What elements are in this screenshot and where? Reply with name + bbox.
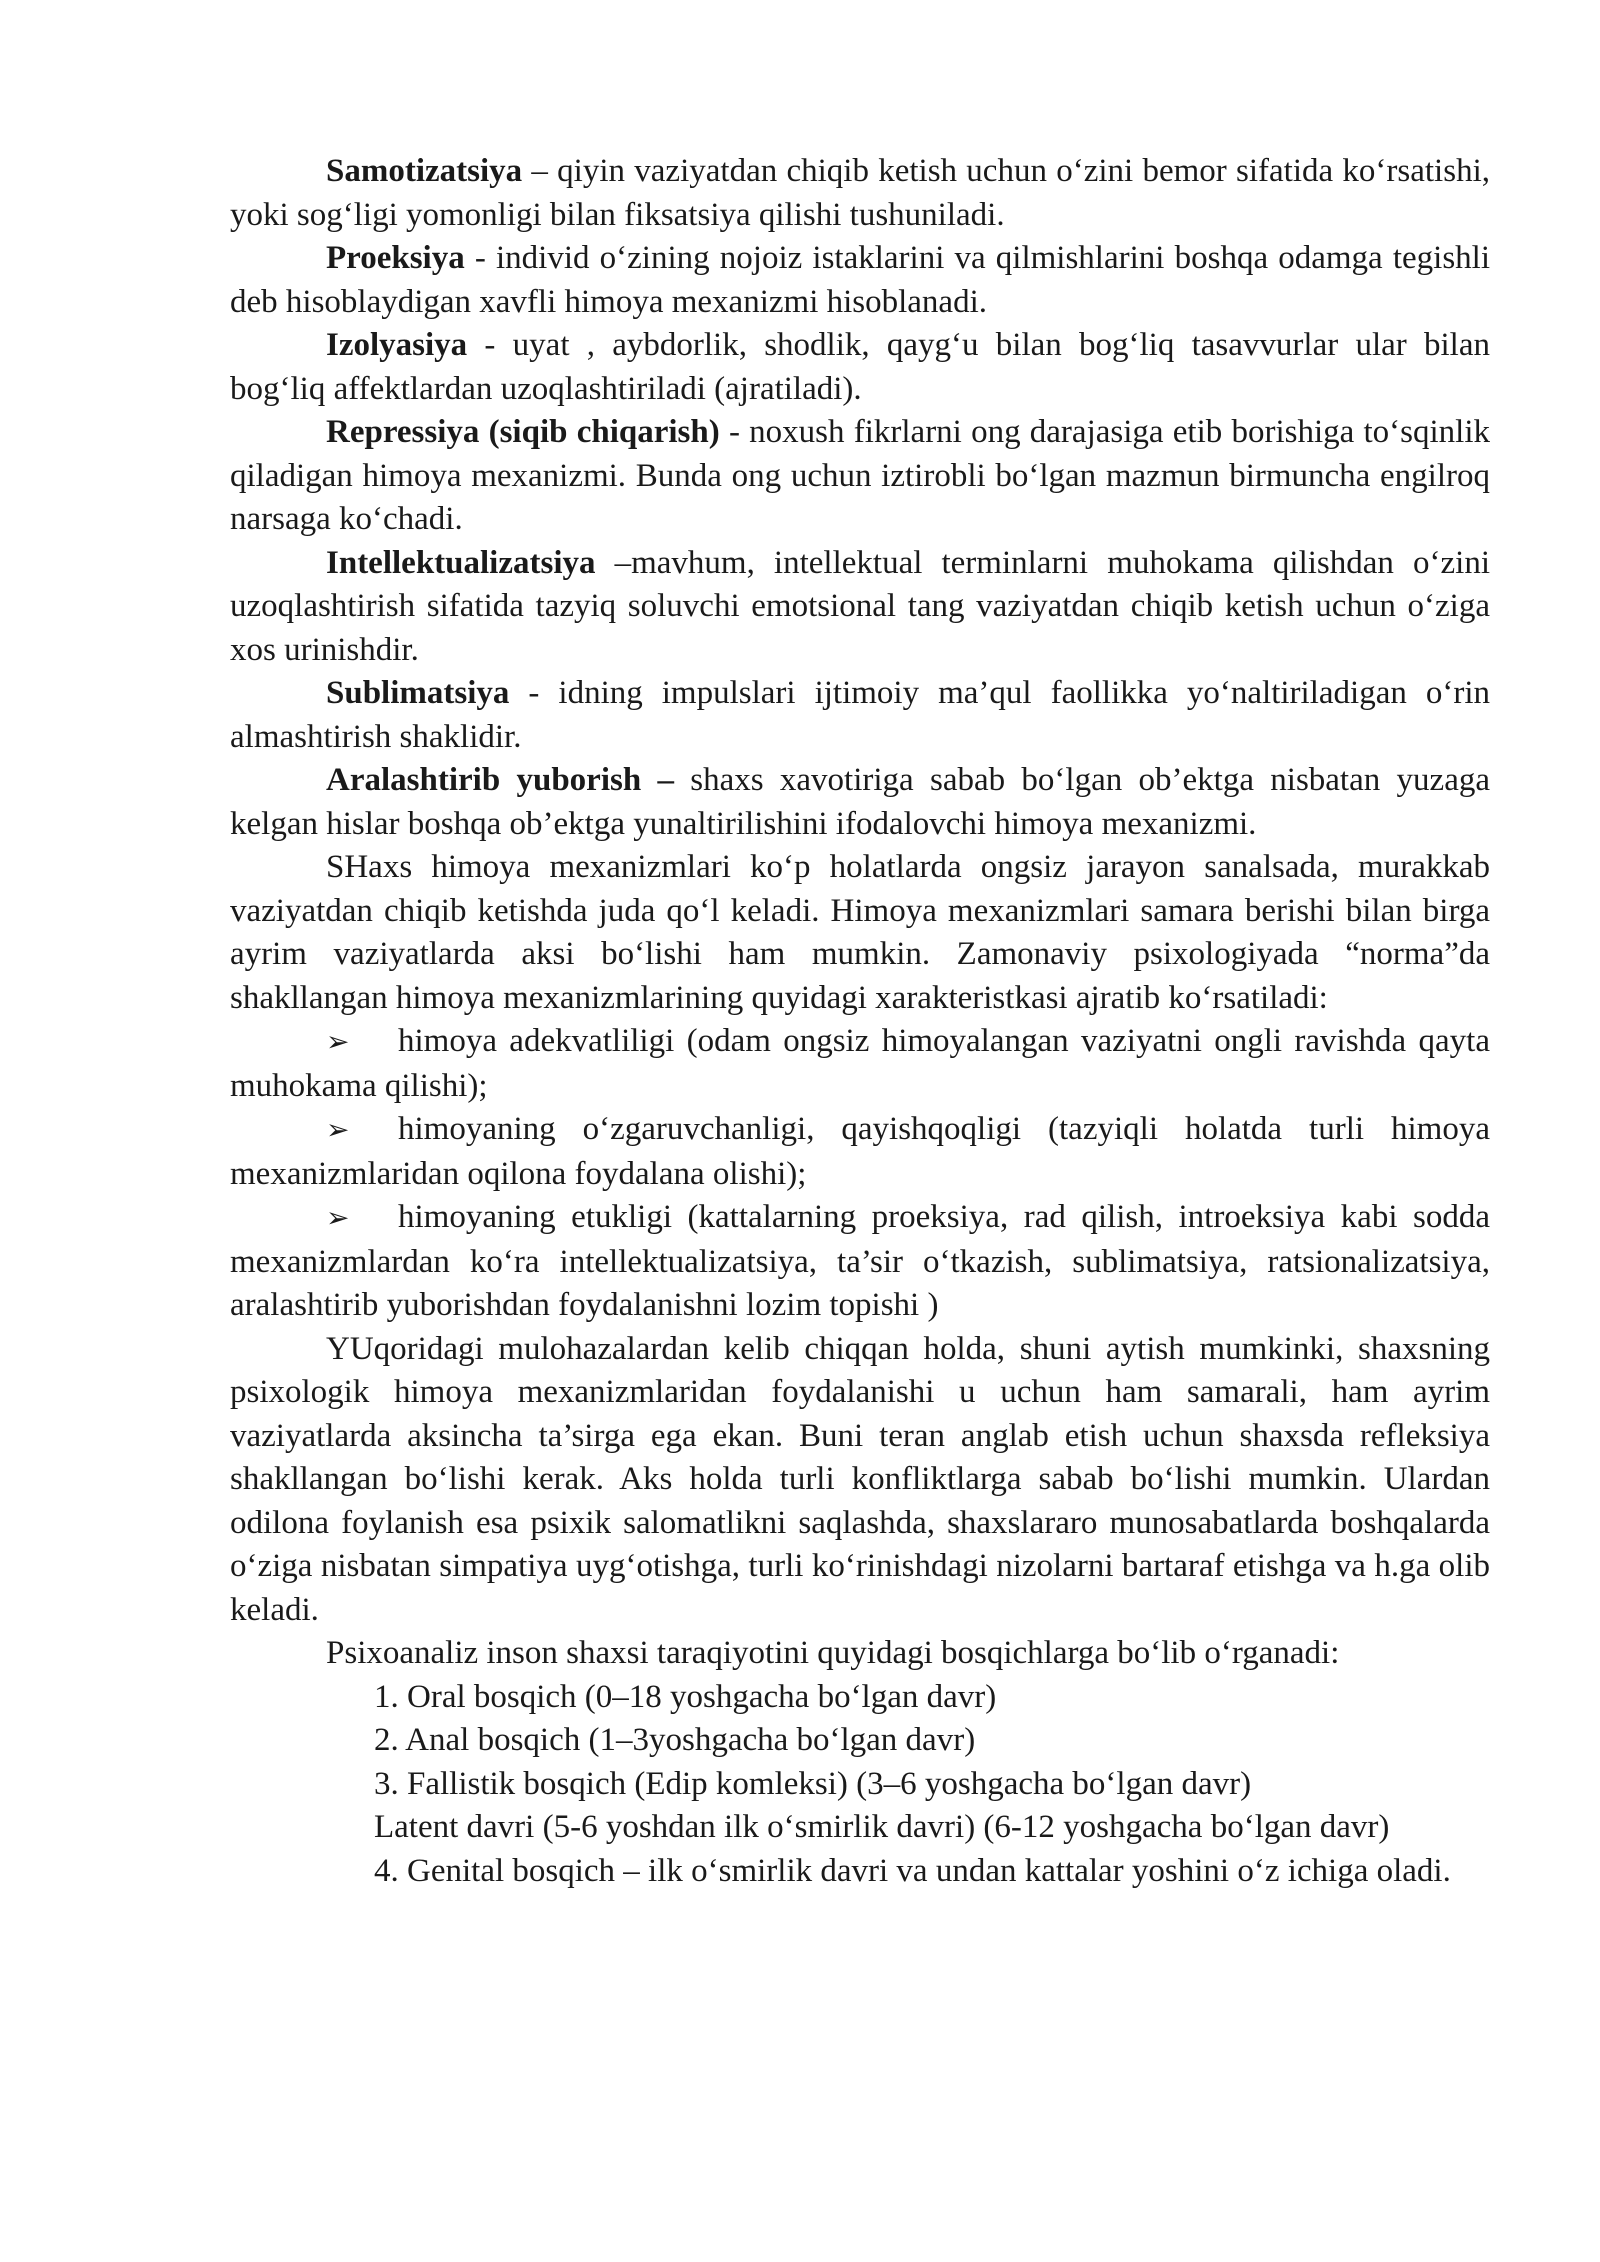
paragraph-intellektualizatsiya: [230, 542, 1490, 673]
term-repressiya: Repressiya (siqib chiqarish): [326, 414, 720, 450]
bullet-text: himoyaning etukligi (kattalarning proeksiya, rad qilish, introeksiya kabi sodda mexanizmlardan ko‘ra intellektualizatsiya, ta’sir o‘tkazish, sublimatsiya, ratsionalizatsiya, aralashtirib yuborishdan foydalanishni lozim topishi ): [230, 1199, 1490, 1323]
stage-item-latent: Latent davri (5-6 yoshdan ilk o‘smirlik davri) (6-12 yoshgacha bo‘lgan davr): [374, 1809, 1390, 1845]
paragraph-intro: SHaxs himoya mexanizmlari ko‘p holatlarda ongsiz jarayon sanalsada, murakkab vaziyatdan chiqib ketishda juda qo‘l keladi. Himoya mexanizmlari samara berishi bilan birga ayrim vaziyatlarda aksi bo‘lishi ham mumkin. Zamonaviy psixologiyada “norma”da shakllangan himoya mexanizmlarining quyidagi xarakteristkasi ajratib ko‘rsatiladi:: [230, 849, 1490, 1016]
paragraph-samotizatsiya: [230, 150, 1490, 237]
bullet-item-etuklik: [230, 1196, 1490, 1328]
paragraph-conclusion: YUqoridagi mulohazalardan kelib chiqqan holda, shuni aytish mumkinki, shaxsning psixologik himoya mexanizmlaridan foydalanishi u uchun ham samarali, ham ayrim vaziyatlarda aksincha ta’sirga ega ekan. Buni teran anglab etish uchun shaxsda refleksiya shakllangan bo‘lishi kerak. Aks holda turli konfliktlarga sabab bo‘lishi mumkin. Ulardan odilona foylanish esa psixik salomatlikni saqlashda, shaxslararo munosabatlarda boshqalarda o‘ziga nisbatan simpatiya uyg‘otishga, turli ko‘rinishdagi nizolarni bartaraf etishga va h.ga olib keladi.: [230, 1330, 1490, 1628]
paragraph-sublimatsiya: [230, 672, 1490, 759]
definition-izolyasiya: - uyat , aybdorlik, shodlik, qayg‘u bilan bog‘liq tasavvurlar ular bilan bog‘liq affektlardan uzoqlashtiriladi (ajratiladi).: [230, 327, 1490, 407]
definition-proeksiya: - individ o‘zining nojoiz istaklarini va qilmishlarini boshqa odamga tegishli deb hisoblaydigan xavfli himoya mexanizmi hisoblanadi.: [230, 240, 1490, 320]
paragraph-izolyasiya: [230, 324, 1490, 411]
bullet-text: himoya adekvatliligi (odam ongsiz himoyalangan vaziyatni ongli ravishda qayta muhokama qilishi);: [230, 1023, 1490, 1104]
definition-sublimatsiya: - idning impulslari ijtimoiy ma’qul faollikka yo‘naltiriladigan o‘rin almashtirish shaklidir.: [230, 675, 1490, 755]
term-izolyasiya: Izolyasiya: [326, 327, 468, 363]
document-page: [230, 150, 1490, 1893]
definition-repressiya: - noxush fikrlarni ong darajasiga etib borishiga to‘sqinlik qiladigan himoya mexanizmi. Bunda ong uchun iztirobli bo‘lgan mazmun birmuncha engilroq narsaga ko‘chadi.: [230, 414, 1491, 537]
bullet-item-ozgaruvchanlik: [230, 1108, 1490, 1196]
bullet-item-adekvatlik: [230, 1020, 1490, 1108]
stage-item-anal: 2. Anal bosqich (1–3yoshgacha bo‘lgan davr): [374, 1722, 976, 1758]
stage-item-fallistik: 3. Fallistik bosqich (Edip komleksi) (3–6 yoshgacha bo‘lgan davr): [374, 1765, 1252, 1802]
arrow-bullet-icon: ➢: [326, 1203, 350, 1234]
bullet-text: himoyaning o‘zgaruvchanligi, qayishqoqligi (tazyiqli holatda turli himoya mexanizmlaridan oqilona foydalana olishi);: [230, 1111, 1490, 1192]
term-proeksiya: Proeksiya: [326, 240, 465, 276]
stage-item-oral: 1. Oral bosqich (0–18 yoshgacha bo‘lgan davr): [374, 1678, 997, 1715]
paragraph-repressiya: [230, 411, 1490, 542]
term-intellektualizatsiya: Intellektualizatsiya: [326, 544, 596, 581]
term-sublimatsiya: Sublimatsiya: [326, 675, 510, 711]
term-aralashtirib: Aralashtirib yuborish –: [326, 762, 674, 798]
paragraph-stages-intro: Psixoanaliz inson shaxsi taraqiyotini quyidagi bosqichlarga bo‘lib o‘rganadi:: [326, 1635, 1340, 1671]
stage-item-genital: 4. Genital bosqich – ilk o‘smirlik davri va undan kattalar yoshini o‘z ichiga oladi.: [374, 1852, 1451, 1889]
definition-samotizatsiya: – qiyin vaziyatdan chiqib ketish uchun o‘zini bemor sifatida ko‘rsatishi, yoki sog‘ligi yomonligi bilan fiksatsiya qilishi tushuniladi.: [230, 153, 1490, 233]
arrow-bullet-icon: ➢: [326, 1115, 350, 1146]
arrow-bullet-icon: ➢: [326, 1027, 350, 1058]
definition-aralashtirib: shaxs xavotiriga sabab bo‘lgan ob’ektga nisbatan yuzaga kelgan hislar boshqa ob’ektga yunaltirilishini ifodalovchi himoya mexanizmi.: [230, 762, 1490, 842]
paragraph-aralashtirib: [230, 759, 1490, 846]
term-samotizatsiya: Samotizatsiya: [326, 153, 523, 189]
definition-intellektualizatsiya: –mavhum, intellektual terminlarni muhokama qilishdan o‘zini uzoqlashtirish sifatida tazyiq soluvchi emotsional tang vaziyatdan chiqib ketish uchun o‘ziga xos urinishdir.: [230, 544, 1490, 668]
paragraph-proeksiya: [230, 237, 1490, 324]
